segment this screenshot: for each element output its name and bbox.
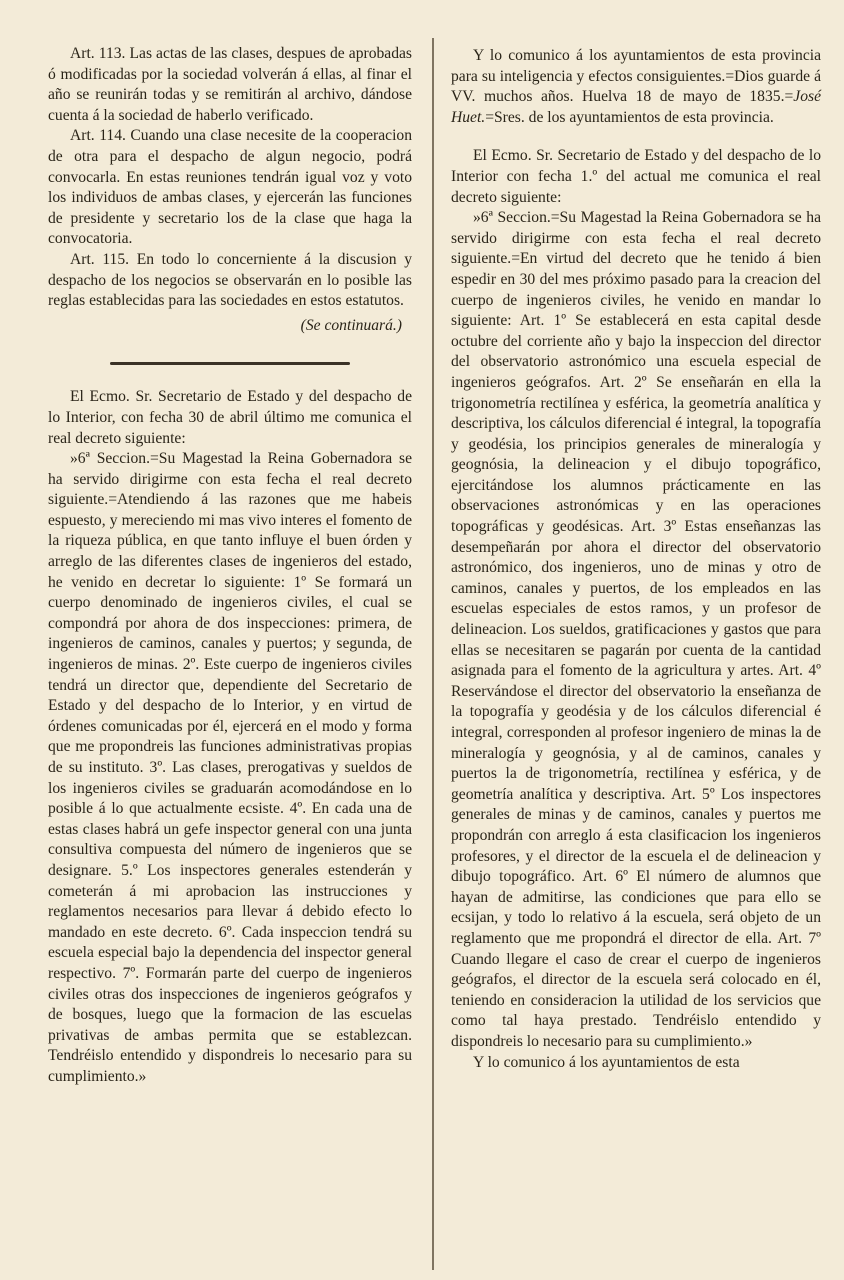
right-column	[451, 46, 821, 1073]
left-column	[48, 44, 412, 1088]
article-113: Art. 113. Las actas de las clases, despues de aprobadas ó modificadas por la sociedad volverán á ellas, al finar el año se reunirán todas y se remitirán al archivo, dándose cuenta á la sociedad de haberlo verificado.	[48, 45, 412, 124]
closing-suffix: =Sres. de los ayuntamientos de esta provincia.	[485, 108, 774, 126]
column-divider	[432, 38, 434, 1270]
signature: José Huet.	[451, 88, 821, 126]
decree-body: »6ª Seccion.=Su Magestad la Reina Gobernadora se ha servido dirigirme con esta fecha el real decreto siguiente.=Atendiendo á las razones que me habeis espuesto, y mereciendo mi mas vivo interes el fomento de la riqueza pública, en que tanto influye el buen órden y arreglo de las diferentes clases de ingenieros del estado, he venido en decretar lo siguiente: 1º Se formará un cuerpo denominado de ingenieros civiles, el cual se compondrá por ahora de dos inspecciones: primera, de ingenieros de caminos, canales y puertos; y segunda, de ingenieros de minas. 2º. Este cuerpo de ingenieros civiles tendrá un director que, dependiente del Secretario de Estado y del despacho de lo Interior, y en virtud de órdenes comunicadas por él, ejercerá en el modo y forma que me propondreis las funciones administrativas propias de su instituto. 3º. Las clases, prerogativas y sueldos de los ingenieros civiles se graduarán acomodándose en lo posible á lo que actualmente ecsiste. 4º. En cada una de estas clases habrá un gefe inspector general con una junta consultiva compuesta del número de ingenieros que se designare. 5.º Los inspectores generales estenderán y cometerán á mi aprobacion las instrucciones y reglamentos necesarios para llevar á debido efecto lo mandado en este decreto. 6º. Cada inspeccion tendrá su escuela especial bajo la dependencia del inspector general respectivo. 7º. Formarán parte del cuerpo de ingenieros civiles otras dos inspecciones de ingenieros geógrafos y de bosques, luego que la formacion de las escuelas privativas de ambas permita que se establezcan. Tendréislo entendido y dispondreis lo necesario para su cumplimiento.»	[48, 450, 412, 1085]
closing-paragraph	[451, 46, 821, 128]
section-separator	[110, 362, 350, 365]
closing2-paragraph: Y lo comunico á los ayuntamientos de esta	[473, 1053, 740, 1071]
paragraph-gap	[451, 128, 821, 146]
decree2-intro: El Ecmo. Sr. Secretario de Estado y del despacho de lo Interior con fecha 1.º del actual me comunica el real decreto siguiente:	[451, 147, 821, 206]
decree2-body: »6ª Seccion.=Su Magestad la Reina Gobernadora se ha servido dirigirme con esta fecha el real decreto siguiente.=En virtud del decreto que he tenido á bien espedir en 30 del mes próximo pasado para la creacion del cuerpo de ingenieros civiles, he venido en mandar lo siguiente: Art. 1º Se establecerá en esta capital desde octubre del corriente año y bajo la inspeccion del director del observatorio astronómico una escuela especial de ingenieros geógrafos. Art. 2º Se enseñarán en ella la trigonometría rectilínea y esférica, la geometría analítica y descriptiva, los cálculos diferencial é integral, la topografía y geodésia, los principios generales de mineralogía y geognósia, la delineacion y el dibujo topográfico, ejercitándose los alumnos prácticamente en las observaciones astronómicas y en las operaciones topográficas y geodésicas. Art. 3º Estas enseñanzas las desempeñarán por ahora el director del observatorio astronómico, dos ingenieros, uno de minas y otro de caminos, canales y puertos, de los empleados en las escuelas especiales de estos ramos, y un profesor de delineacion. Los sueldos, gratificaciones y gastos que para ellas se necesitaren se pagarán por cuenta de la cantidad asignada para el fomento de la agricultura y artes. Art. 4º Reservándose el director del observatorio la enseñanza de la topografía y geodésia y de los cálculos diferencial é integral, corresponden al profesor ingeniero de minas la de mineralogía y geognósia, y al de caminos, canales y puertos la de trigonometría, rectilínea y esférica, y de geometría analítica y descriptiva. Art. 5º Los inspectores generales de minas y de caminos, canales y puertos me propondrán con arreglo á esta clasificacion los ingenieros profesores, y el director de la escuela el de delineacion y dibujo topográfico. Art. 6º El número de alumnos que hayan de admitirse, las condiciones que para ello se ecsijan, y todo lo relativo á la escuela, será objeto de un reglamento que me propondrá el director de ella. Art. 7º Cuando llegare el caso de crear el cuerpo de ingenieros geógrafos, el director de la escuela será colocado en él, teniendo en consideracion la utilidad de los servicios que como tal haya prestado. Tendréislo entendido y dispondreis lo necesario para su cumplimiento.»	[451, 209, 821, 1050]
article-115: Art. 115. En todo lo concerniente á la discusion y despacho de los negocios se observarán en lo posible las reglas establecidas para las sociedades en estos estatutos.	[48, 250, 412, 310]
closing-prefix: Y lo comunico á los ayuntamientos de esta provincia para su inteligencia y efectos consiguientes.=Dios guarde á VV. muchos años. Huelva 18 de mayo de 1835.=	[451, 47, 821, 106]
decree-intro: El Ecmo. Sr. Secretario de Estado y del despacho de lo Interior, con fecha 30 de abril último me comunica el real decreto siguiente:	[48, 388, 412, 447]
article-114: Art. 114. Cuando una clase necesite de la cooperacion de otra para el despacho de algun negocio, podrá convocarla. En estas reuniones tendrán igual voz y voto los individuos de ambas clases, y ejercerán las funciones de presidente y secretario los de la clase que haga la convocatoria.	[48, 127, 412, 248]
continuation-note: (Se continuará.)	[300, 316, 402, 334]
